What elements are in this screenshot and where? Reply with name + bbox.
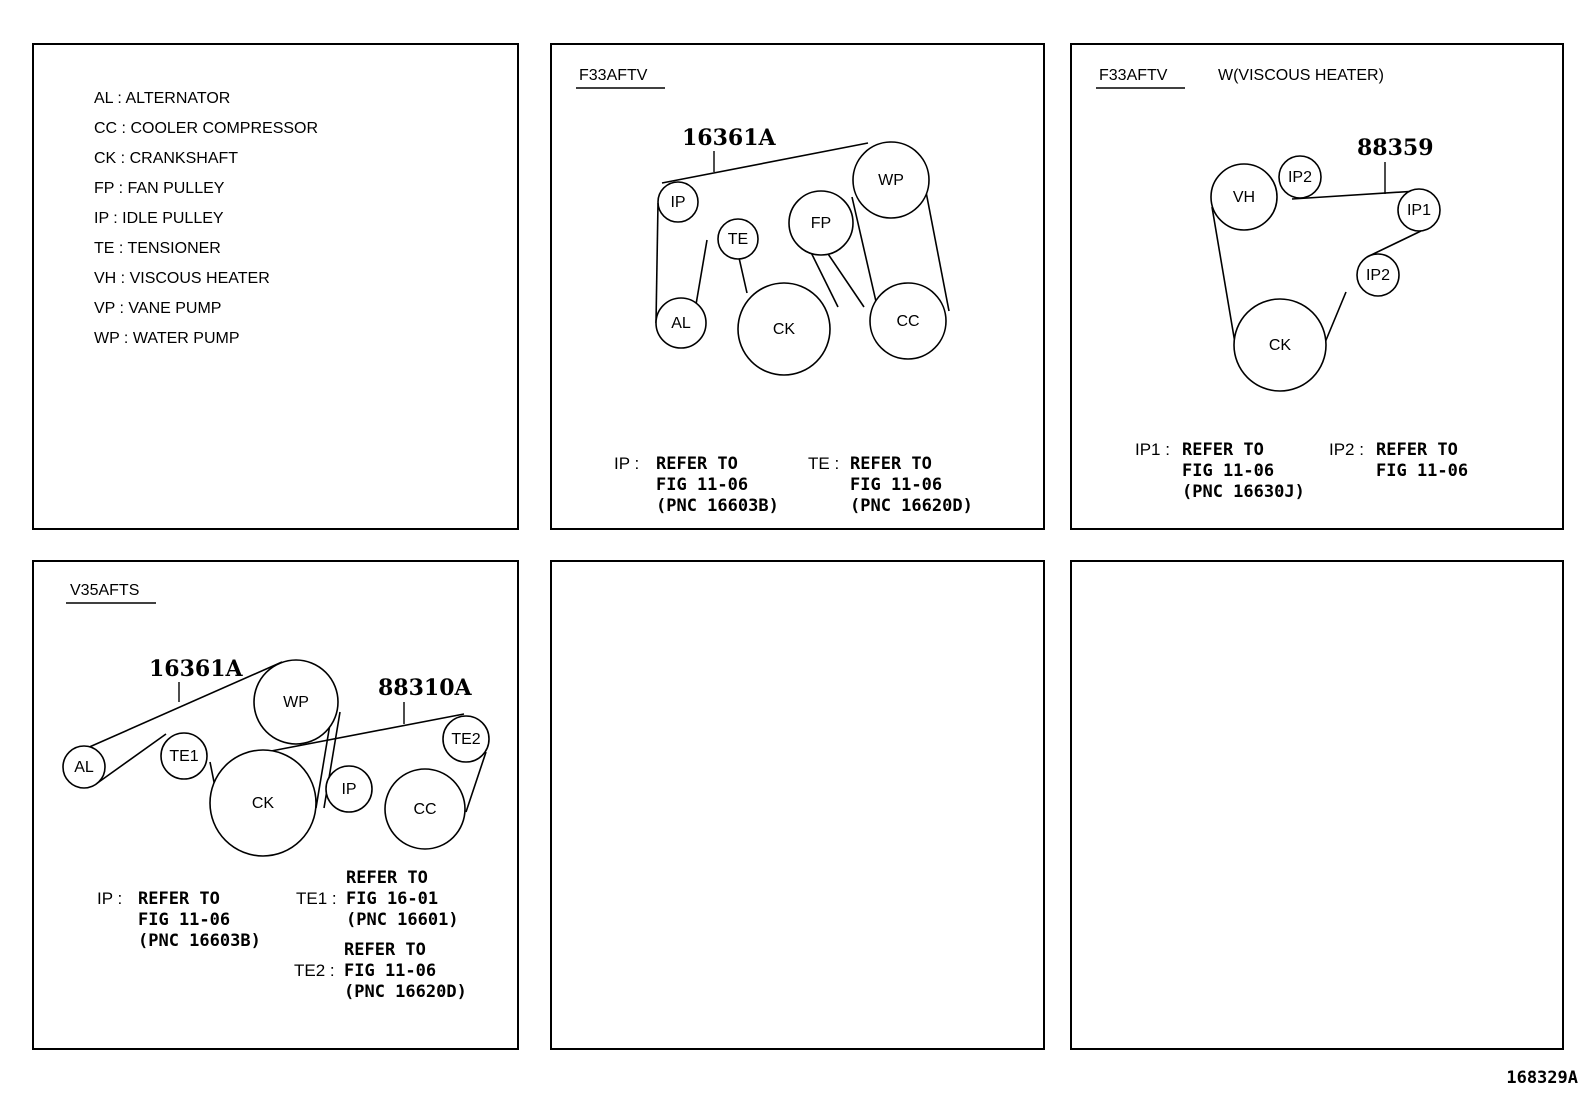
ref-ip — [614, 454, 779, 516]
legend-svg — [34, 45, 521, 532]
ref-ip-line2: FIG 11-06 — [656, 475, 749, 495]
legend-item-wp: WP : WATER PUMP — [94, 330, 240, 347]
ref-ip1 — [1135, 440, 1305, 502]
part-number: 88359 — [1357, 135, 1434, 161]
cc-pulley — [870, 283, 946, 359]
ref-ip1-line2: FIG 11-06 — [1182, 461, 1275, 481]
legend-item-ck: CK : CRANKSHAFT — [94, 150, 239, 167]
ref-ip-line1: REFER TO — [656, 454, 738, 474]
ref-te-line3: (PNC 16620D) — [850, 496, 973, 516]
ip-pulley — [326, 766, 372, 812]
model-label: F33AFTV — [579, 67, 648, 84]
ip-label: IP — [670, 194, 686, 211]
ref-te-line2: FIG 11-06 — [850, 475, 943, 495]
wp-label: WP — [878, 172, 904, 189]
ref-te — [808, 454, 973, 516]
ip2-top-label: IP2 — [1287, 169, 1313, 186]
al-label: AL — [74, 759, 94, 776]
ip2-bottom-label: IP2 — [1365, 267, 1391, 284]
ck-pulley — [738, 283, 830, 375]
legend-item-ip: IP : IDLE PULLEY — [94, 210, 224, 227]
belt-panel-f33aftv — [550, 43, 1045, 530]
fp-pulley — [789, 191, 853, 255]
ref-te1 — [296, 868, 459, 930]
legend-item-al: AL : ALTERNATOR — [94, 90, 231, 107]
te2-label: TE2 — [451, 731, 481, 748]
al-pulley — [63, 746, 105, 788]
legend-panel — [32, 43, 519, 530]
model-label: V35AFTS — [70, 582, 140, 599]
part-number: 16361A — [682, 125, 776, 151]
wp-pulley — [853, 142, 929, 218]
vh-label: VH — [1232, 189, 1256, 206]
part-number-1: 16361A — [149, 656, 243, 682]
ip2-bottom-pulley — [1357, 254, 1399, 296]
figure-id: 168329A — [1506, 1068, 1578, 1088]
fp-label: FP — [810, 215, 832, 232]
legend-item-cc: CC : COOLER COMPRESSOR — [94, 120, 319, 137]
te2-pulley — [443, 716, 489, 762]
legend-item-vp: VP : VANE PUMP — [94, 300, 222, 317]
ref-ip2 — [1329, 440, 1468, 481]
ref-ip-line3: (PNC 16603B) — [138, 931, 261, 951]
legend-item-vh: VH : VISCOUS HEATER — [94, 270, 270, 287]
ref-te1-line3: (PNC 16601) — [346, 910, 459, 930]
ref-ip — [97, 889, 261, 951]
ck-pulley — [1234, 299, 1326, 391]
ref-ip1-label: IP1 : — [1135, 440, 1170, 459]
ref-te-label: TE : — [808, 454, 840, 473]
ip-label: IP — [341, 781, 357, 798]
ck-pulley — [210, 750, 316, 856]
belt-diagram-viscous — [1072, 45, 1566, 532]
ref-te-line1: REFER TO — [850, 454, 932, 474]
ref-ip1-line3: (PNC 16630J) — [1182, 482, 1305, 502]
ip1-label: IP1 — [1406, 202, 1432, 219]
ref-ip-line1: REFER TO — [138, 889, 220, 909]
ref-te1-line2: FIG 16-01 — [346, 889, 439, 909]
ref-ip2-label: IP2 : — [1329, 440, 1364, 459]
te1-pulley — [161, 733, 207, 779]
ref-ip-label: IP : — [614, 454, 640, 473]
te1-label: TE1 — [169, 748, 199, 765]
al-pulley — [656, 298, 706, 348]
belt-panel-v35afts — [32, 560, 519, 1050]
ref-ip-line3: (PNC 16603B) — [656, 496, 779, 516]
cc-pulley — [385, 769, 465, 849]
belt-diagram-v35afts — [34, 562, 521, 1052]
te-pulley — [718, 219, 758, 259]
belt-diagram-f33aftv — [552, 45, 1047, 532]
ck-label: CK — [772, 321, 796, 338]
ip2-top-pulley — [1279, 156, 1321, 198]
ref-te2 — [294, 940, 467, 1002]
legend-item-te: TE : TENSIONER — [94, 240, 221, 257]
ip1-pulley — [1398, 189, 1440, 231]
cc-label: CC — [896, 313, 920, 330]
ref-ip-label: IP : — [97, 889, 123, 908]
cc-label: CC — [413, 801, 437, 818]
empty-panel-1 — [550, 560, 1045, 1050]
wp-pulley — [254, 660, 338, 744]
ref-te2-line1: REFER TO — [344, 940, 426, 960]
legend-item-fp: FP : FAN PULLEY — [94, 180, 225, 197]
model-label: F33AFTV — [1099, 67, 1168, 84]
ref-te1-line1: REFER TO — [346, 868, 428, 888]
part-number-2: 88310A — [378, 675, 472, 701]
al-label: AL — [671, 315, 691, 332]
ref-ip2-line1: REFER TO — [1376, 440, 1458, 460]
ref-te1-label: TE1 : — [296, 889, 337, 908]
te-label: TE — [727, 231, 749, 248]
ip-pulley — [658, 182, 698, 222]
ref-ip-line2: FIG 11-06 — [138, 910, 231, 930]
vh-pulley — [1211, 164, 1277, 230]
ck-label: CK — [251, 795, 275, 812]
legend-list — [94, 90, 318, 347]
ref-ip1-line1: REFER TO — [1182, 440, 1264, 460]
wp-label: WP — [283, 694, 309, 711]
ref-ip2-line2: FIG 11-06 — [1376, 461, 1469, 481]
ck-label: CK — [1268, 337, 1292, 354]
ref-te2-line2: FIG 11-06 — [344, 961, 437, 981]
empty-panel-2 — [1070, 560, 1564, 1050]
ref-te2-line3: (PNC 16620D) — [344, 982, 467, 1002]
variant-label: W(VISCOUS HEATER) — [1218, 67, 1384, 84]
belt-panel-f33aftv-viscous — [1070, 43, 1564, 530]
ref-te2-label: TE2 : — [294, 961, 335, 980]
